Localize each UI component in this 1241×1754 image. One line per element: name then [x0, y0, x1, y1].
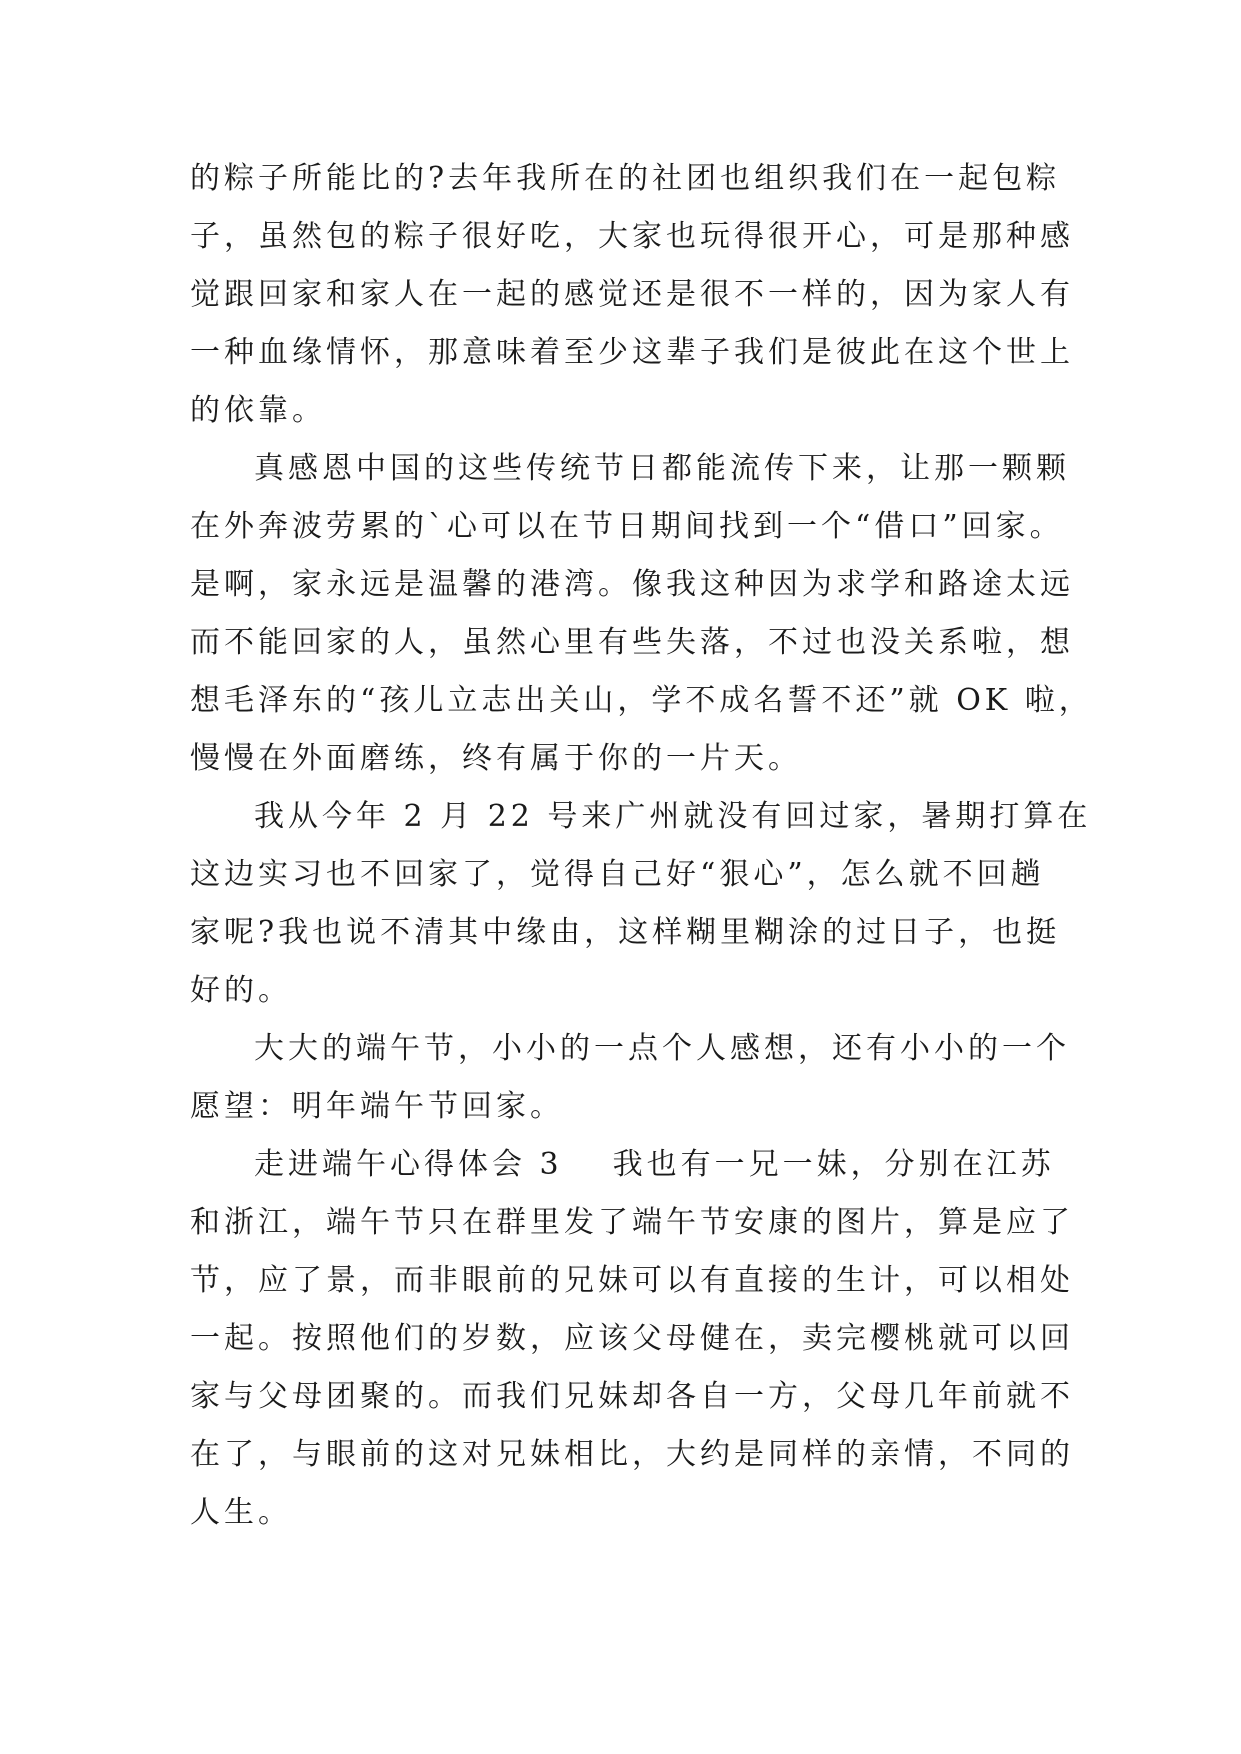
text-line: 真感恩中国的这些传统节日都能流传下来，让那一颗颗 [254, 451, 1070, 486]
text-line: 想毛泽东的“孩儿立志出关山，学不成名誓不还”就 OK 啦， [190, 683, 1093, 718]
text-line: 和浙江，端午节只在群里发了端午节安康的图片，算是应了 [190, 1205, 1074, 1240]
text-line: 在外奔波劳累的`心可以在节日期间找到一个“借口”回家。 [190, 509, 1064, 544]
text-line: 这边实习也不回家了，觉得自己好“狠心”，怎么就不回趟 [190, 857, 1045, 892]
text-line: 人生。 [190, 1495, 292, 1530]
text-line: 的粽子所能比的?去年我所在的社团也组织我们在一起包粽 [190, 161, 1061, 196]
text-line: 的依靠。 [190, 393, 326, 428]
text-line: 而不能回家的人，虽然心里有些失落，不过也没关系啦，想 [190, 625, 1074, 660]
text-line: 好的。 [190, 973, 292, 1008]
text-line: 慢慢在外面磨练，终有属于你的一片天。 [190, 741, 802, 776]
text-line: 一起。按照他们的岁数，应该父母健在，卖完樱桃就可以回 [190, 1321, 1074, 1356]
text-line: 是啊，家永远是温馨的港湾。像我这种因为求学和路途太远 [190, 567, 1074, 602]
text-line: 觉跟回家和家人在一起的感觉还是很不一样的，因为家人有 [190, 277, 1074, 312]
text-line: 家与父母团聚的。而我们兄妹却各自一方，父母几年前就不 [190, 1379, 1074, 1414]
text-line: 一种血缘情怀，那意味着至少这辈子我们是彼此在这个世上 [190, 335, 1074, 370]
section-text: 我也有一兄一妹，分别在江苏 [612, 1147, 1055, 1182]
text-line: 家呢?我也说不清其中缘由，这样糊里糊涂的过日子，也挺 [190, 915, 1061, 950]
body-text [190, 150, 1093, 1542]
text-line: 大大的端午节，小小的一点个人感想，还有小小的一个 [254, 1031, 1070, 1066]
text-line: 我从今年 2 月 22 号来广州就没有回过家，暑期打算在 [254, 799, 1092, 834]
text-line: 在了，与眼前的这对兄妹相比，大约是同样的亲情，不同的 [190, 1437, 1074, 1472]
section-heading: 走进端午心得体会 3 [254, 1147, 563, 1182]
text-line: 节，应了景，而非眼前的兄妹可以有直接的生计，可以相处 [190, 1263, 1074, 1298]
text-line: 子，虽然包的粽子很好吃，大家也玩得很开心，可是那种感 [190, 219, 1074, 254]
text-line: 愿望：明年端午节回家。 [190, 1089, 564, 1124]
text-line [190, 1136, 1070, 1194]
